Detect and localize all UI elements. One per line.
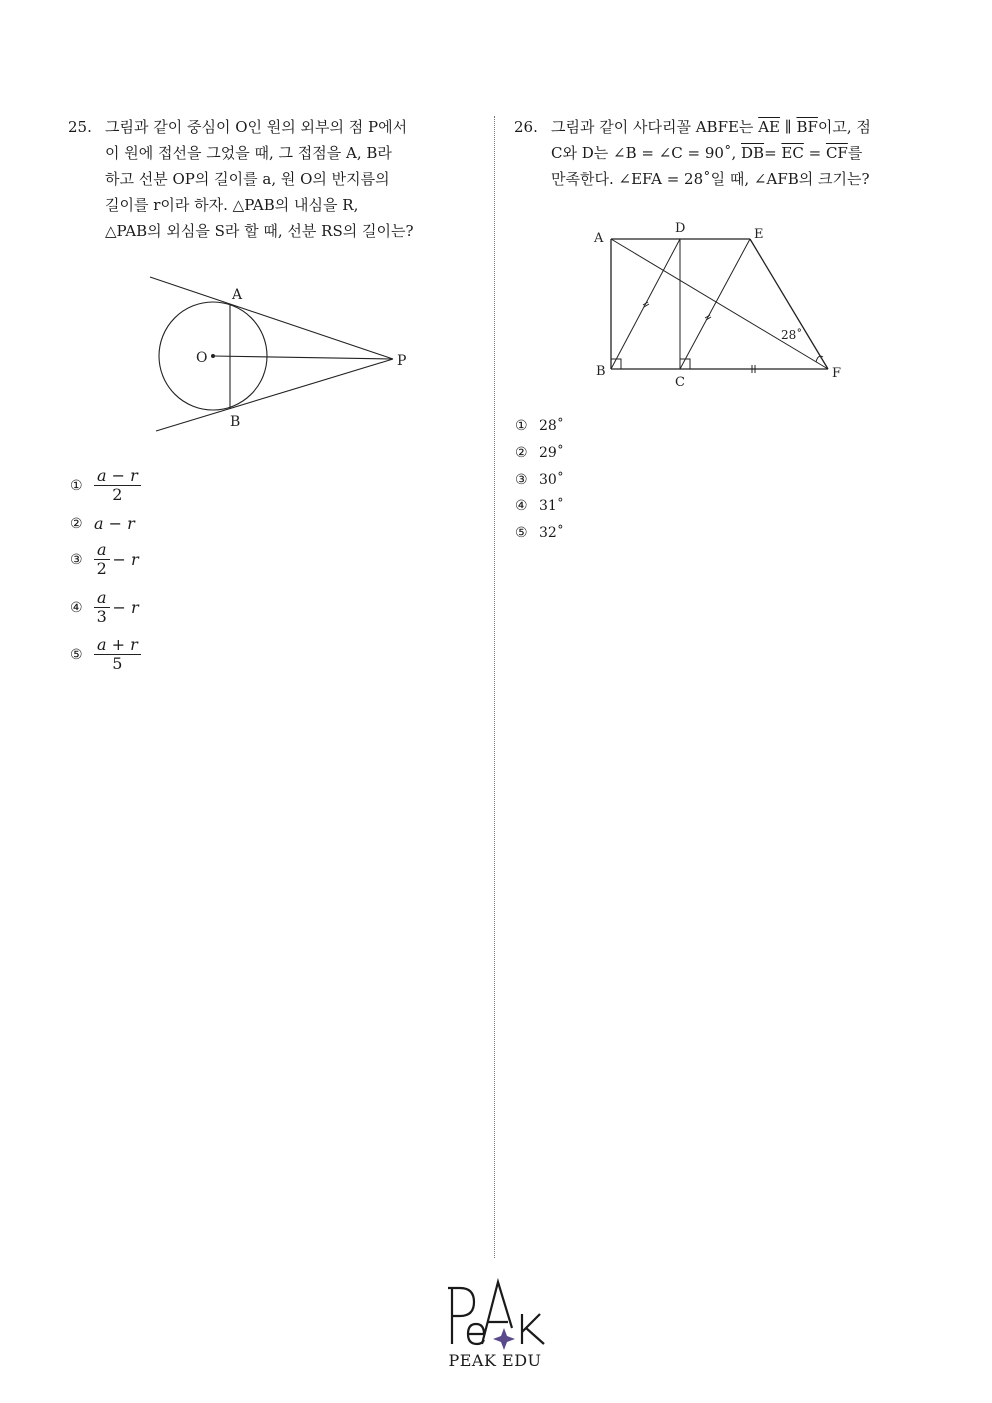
tangent-line-a xyxy=(150,277,393,359)
segment-ae: $\overline{AE}$ xyxy=(758,118,780,136)
choice-suffix: − r xyxy=(112,598,139,617)
stem-line: 이 원에 접선을 그었을 때, 그 접점을 A, B라 xyxy=(105,144,392,162)
stem-line xyxy=(514,140,924,166)
equals-sign: = xyxy=(764,144,782,162)
label-a: A xyxy=(232,287,243,303)
choice-number: ⑤ xyxy=(70,646,83,663)
question-25-stem xyxy=(68,114,473,244)
question-26 xyxy=(514,114,924,192)
choice-number: ③ xyxy=(515,472,528,488)
stem-line xyxy=(514,114,924,140)
choice-2[interactable] xyxy=(515,445,564,461)
choice-number: ① xyxy=(515,418,528,434)
numerator: a xyxy=(94,590,110,608)
question-25 xyxy=(68,114,473,244)
choice-number: ② xyxy=(515,445,528,461)
label-c: C xyxy=(675,375,685,390)
denominator: 2 xyxy=(112,485,123,504)
fraction xyxy=(94,637,141,672)
segment-ec: $\overline{EC}$ xyxy=(781,144,804,162)
stem-line: △PAB의 외심을 S라 할 때, 선분 RS의 길이는? xyxy=(105,222,414,240)
choice-text: 30˚ xyxy=(539,472,564,488)
stem-line: 길이를 r이라 하자. △PAB의 내심을 R, xyxy=(105,196,359,214)
choice-number: ⑤ xyxy=(515,525,528,541)
label-p: P xyxy=(397,353,407,369)
tangent-line-b xyxy=(156,359,393,431)
choice-number: ② xyxy=(70,515,83,532)
label-o: O xyxy=(196,350,208,366)
denominator: 2 xyxy=(96,559,107,578)
choice-4[interactable] xyxy=(70,590,139,625)
choice-text: 29˚ xyxy=(539,445,564,461)
side-ef xyxy=(750,239,828,369)
logo-text: PEAK EDU xyxy=(448,1351,542,1370)
fraction xyxy=(94,590,110,625)
parallel-sign: ∥ xyxy=(779,118,797,136)
choice-number: ③ xyxy=(70,551,83,568)
choice-suffix: − r xyxy=(112,550,139,569)
label-b: B xyxy=(230,414,241,430)
choice-4[interactable] xyxy=(515,498,564,514)
logo-mark-icon xyxy=(430,1278,560,1350)
question-26-stem xyxy=(514,114,924,192)
numerator: a xyxy=(94,542,110,560)
label-d: D xyxy=(675,221,686,236)
choice-5[interactable] xyxy=(515,525,564,541)
denominator: 5 xyxy=(112,654,123,673)
numerator: a + r xyxy=(94,637,141,655)
stem-line: 만족한다. ∠EFA = 28˚일 때, ∠AFB의 크기는? xyxy=(551,170,870,188)
choice-text: 32˚ xyxy=(539,525,564,541)
choice-3[interactable] xyxy=(515,472,564,488)
choice-text: 31˚ xyxy=(539,498,564,514)
segment-af xyxy=(611,239,828,369)
denominator: 3 xyxy=(96,607,107,626)
choice-2[interactable] xyxy=(70,514,135,533)
center-dot xyxy=(211,354,215,358)
segment-bf: $\overline{BF}$ xyxy=(796,118,818,136)
column-divider xyxy=(494,116,495,1258)
choice-3[interactable] xyxy=(70,542,139,577)
angle-label: 28˚ xyxy=(781,328,803,342)
stem-text: C와 D는 ∠B = ∠C = 90˚, xyxy=(551,144,741,162)
label-e: E xyxy=(754,227,764,242)
choice-1[interactable] xyxy=(515,418,564,434)
choice-number: ④ xyxy=(515,498,528,514)
choice-number: ① xyxy=(70,477,83,494)
figure-trapezoid xyxy=(590,218,852,393)
stem-text: 이고, 점 xyxy=(817,118,871,136)
segment-ec xyxy=(680,239,750,369)
choice-text: a − r xyxy=(94,514,135,533)
segment-db: $\overline{DB}$ xyxy=(741,144,765,162)
label-b: B xyxy=(596,364,606,379)
stem-line: 그림과 같이 중심이 O인 원의 외부의 점 P에서 xyxy=(105,118,408,136)
segment-cf: $\overline{CF}$ xyxy=(825,144,848,162)
stem-text: 그림과 같이 사다리꼴 ABFE는 xyxy=(551,118,759,136)
label-a: A xyxy=(594,231,604,246)
label-f: F xyxy=(832,366,842,381)
fraction xyxy=(94,468,141,503)
stem-text: 를 xyxy=(847,144,863,162)
figure-tangent-circle xyxy=(140,270,420,435)
segment-op xyxy=(213,356,393,359)
choice-1[interactable] xyxy=(70,468,141,503)
choice-text: 28˚ xyxy=(539,418,564,434)
choice-5[interactable] xyxy=(70,637,141,672)
question-number: 25. xyxy=(68,118,92,136)
numerator: a − r xyxy=(94,468,141,486)
question-number: 26. xyxy=(514,118,538,136)
equals-sign: = xyxy=(803,144,826,162)
fraction xyxy=(94,542,110,577)
choice-number: ④ xyxy=(70,599,83,616)
peak-edu-logo xyxy=(430,1278,560,1378)
stem-line: 하고 선분 OP의 길이를 a, 원 O의 반지름의 xyxy=(105,170,390,188)
